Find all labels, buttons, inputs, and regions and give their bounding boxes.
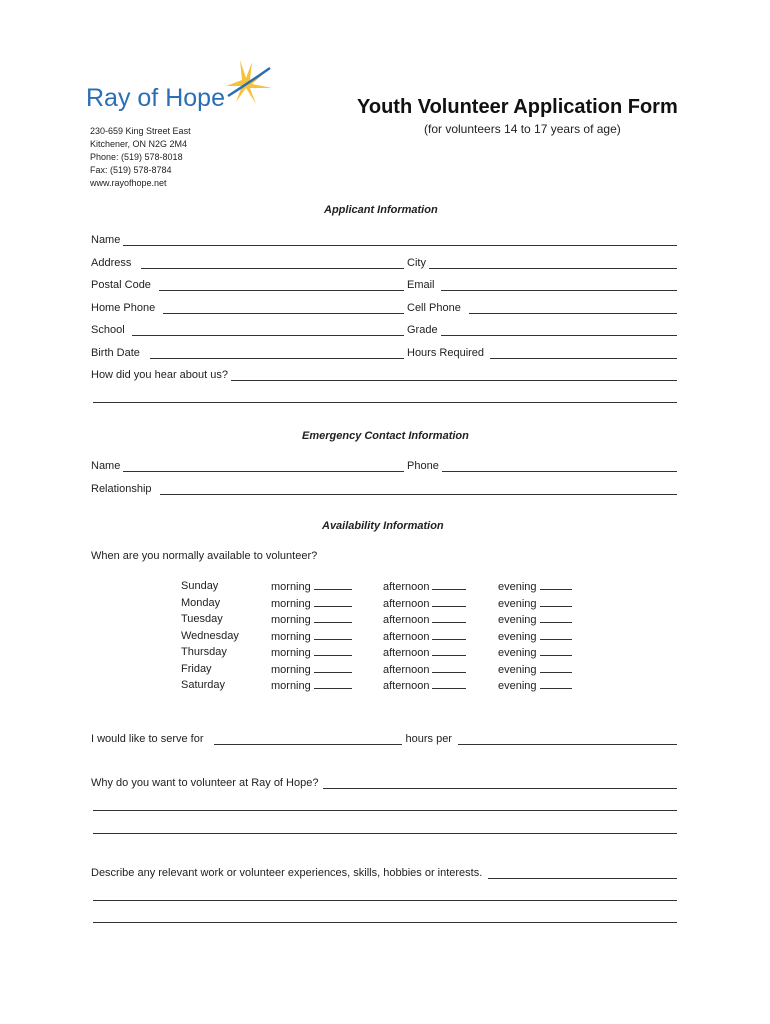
address-field[interactable] (91, 257, 404, 269)
morning-line[interactable] (314, 663, 352, 673)
afternoon-line[interactable] (432, 580, 466, 590)
heard-about-field[interactable] (91, 369, 677, 381)
why-line-2[interactable] (93, 809, 677, 811)
evening-label: evening (498, 614, 537, 626)
describe-line-3[interactable] (93, 921, 677, 923)
afternoon-label: afternoon (383, 614, 430, 626)
applicant-name-line[interactable] (123, 235, 677, 246)
grade-field[interactable] (407, 324, 677, 336)
logo-name-part1: Ray of (86, 84, 166, 112)
relationship-field[interactable] (91, 483, 677, 495)
address-line[interactable] (141, 258, 404, 269)
evening-line[interactable] (540, 663, 572, 673)
address-line: www.rayofhope.net (90, 178, 167, 188)
address-line: Kitchener, ON N2G 2M4 (90, 139, 188, 149)
morning-line[interactable] (314, 630, 352, 640)
afternoon-line[interactable] (432, 663, 466, 673)
morning-slot[interactable] (271, 679, 352, 692)
availability-row (181, 597, 581, 614)
logo-text (86, 84, 225, 113)
afternoon-line[interactable] (432, 597, 466, 607)
why-line[interactable] (323, 778, 677, 789)
morning-label: morning (271, 647, 311, 659)
org-address (90, 125, 191, 190)
evening-line[interactable] (540, 646, 572, 656)
evening-slot[interactable] (498, 646, 572, 659)
availability-row (181, 580, 581, 597)
describe-label: Describe any relevant work or volunteer experiences, skills, hobbies or interests. (91, 867, 483, 879)
grade-line[interactable] (441, 325, 677, 336)
evening-line[interactable] (540, 580, 572, 590)
afternoon-slot[interactable] (383, 646, 466, 659)
morning-line[interactable] (314, 597, 352, 607)
morning-label: morning (271, 663, 311, 676)
home-phone-line[interactable] (163, 303, 404, 314)
birth-date-field[interactable] (91, 347, 404, 359)
hours-per-line[interactable] (458, 734, 677, 745)
email-label: Email (407, 279, 435, 291)
afternoon-line[interactable] (432, 679, 466, 689)
school-label: School (91, 324, 125, 336)
evening-slot[interactable] (498, 580, 572, 593)
evening-slot[interactable] (498, 679, 572, 692)
email-line[interactable] (441, 280, 677, 291)
city-field[interactable] (407, 257, 677, 269)
availability-row (181, 646, 581, 663)
availability-grid (181, 580, 581, 696)
city-label: City (407, 257, 426, 269)
emergency-phone-line[interactable] (442, 461, 677, 472)
address-label: Address (91, 257, 132, 269)
day-label: Thursday (181, 646, 227, 658)
day-label: Friday (181, 662, 212, 675)
why-label: Why do you want to volunteer at Ray of Hope? (91, 777, 319, 789)
evening-label: evening (498, 647, 537, 659)
evening-slot[interactable] (498, 597, 572, 610)
city-line[interactable] (429, 258, 677, 269)
why-field[interactable] (91, 777, 677, 789)
serve-field[interactable] (91, 733, 677, 745)
morning-label: morning (271, 614, 311, 626)
school-line[interactable] (132, 325, 404, 336)
home-phone-field[interactable] (91, 302, 404, 314)
why-line-3[interactable] (93, 832, 677, 834)
day-label: Tuesday (181, 613, 223, 625)
availability-row (181, 613, 581, 630)
morning-label: morning (271, 597, 311, 610)
postal-code-field[interactable] (91, 279, 404, 291)
day-label: Monday (181, 596, 221, 609)
relationship-line[interactable] (160, 484, 677, 495)
afternoon-label: afternoon (383, 663, 430, 676)
afternoon-label: afternoon (383, 597, 430, 610)
availability-row (181, 630, 581, 647)
evening-label: evening (498, 680, 537, 692)
form-subtitle: (for volunteers 14 to 17 years of age) (424, 122, 621, 136)
afternoon-label: afternoon (383, 680, 430, 692)
section-emergency: Emergency Contact Information (302, 430, 469, 442)
morning-slot[interactable] (271, 630, 352, 643)
day-label: Sunday (181, 580, 219, 592)
cell-phone-field[interactable] (407, 302, 677, 314)
evening-slot[interactable] (498, 663, 572, 676)
section-applicant: Applicant Information (324, 204, 438, 216)
evening-label: evening (498, 581, 537, 593)
morning-label: morning (271, 630, 311, 643)
birth-date-line[interactable] (150, 348, 404, 359)
star-logo-icon (222, 56, 274, 108)
cell-phone-line[interactable] (469, 303, 677, 314)
afternoon-slot[interactable] (383, 597, 466, 610)
emergency-name-field[interactable] (91, 460, 404, 472)
heard-about-line[interactable] (231, 370, 677, 381)
afternoon-line[interactable] (432, 630, 466, 640)
heard-about-label: How did you hear about us? (91, 369, 228, 381)
serve-label: I would like to serve for (91, 733, 204, 745)
day-label: Wednesday (181, 629, 239, 642)
evening-label: evening (498, 663, 537, 676)
afternoon-line[interactable] (432, 613, 466, 623)
applicant-name-label: Name (91, 234, 121, 246)
afternoon-slot[interactable] (383, 679, 466, 692)
hours-per-label: hours per (405, 733, 452, 745)
emergency-phone-field[interactable] (407, 460, 677, 472)
hours-required-line[interactable] (490, 348, 677, 359)
cell-phone-label: Cell Phone (407, 302, 461, 314)
evening-line[interactable] (540, 630, 572, 640)
school-field[interactable] (91, 324, 404, 336)
availability-row (181, 679, 581, 696)
emergency-name-label: Name (91, 460, 121, 472)
morning-slot[interactable] (271, 646, 352, 659)
evening-line[interactable] (540, 597, 572, 607)
birth-date-label: Birth Date (91, 347, 140, 359)
day-label: Saturday (181, 679, 226, 691)
emergency-name-line[interactable] (123, 461, 404, 472)
relationship-label: Relationship (91, 483, 152, 495)
morning-label: morning (271, 581, 311, 593)
afternoon-slot[interactable] (383, 663, 466, 676)
evening-slot[interactable] (498, 613, 572, 626)
postal-code-line[interactable] (159, 280, 404, 291)
morning-slot[interactable] (271, 597, 352, 610)
section-availability: Availability Information (322, 520, 444, 532)
address-line: Fax: (519) 578-8784 (90, 165, 172, 175)
heard-about-line-2[interactable] (93, 401, 677, 403)
morning-line[interactable] (314, 679, 352, 689)
serve-hours-line[interactable] (214, 734, 402, 745)
home-phone-label: Home Phone (91, 302, 156, 314)
morning-line[interactable] (314, 613, 352, 623)
email-field[interactable] (407, 279, 677, 291)
logo-name-part2: Hope (165, 84, 225, 112)
morning-line[interactable] (314, 646, 352, 656)
afternoon-line[interactable] (432, 646, 466, 656)
evening-line[interactable] (540, 679, 572, 689)
morning-slot[interactable] (271, 613, 352, 626)
grade-label: Grade (407, 324, 438, 336)
morning-label: morning (271, 680, 311, 692)
morning-line[interactable] (314, 580, 352, 590)
describe-line-2[interactable] (93, 899, 677, 901)
hours-required-label: Hours Required (407, 347, 485, 359)
morning-slot[interactable] (271, 663, 352, 676)
afternoon-label: afternoon (383, 630, 430, 643)
afternoon-slot[interactable] (383, 580, 466, 593)
hours-required-field[interactable] (407, 347, 677, 359)
postal-code-label: Postal Code (91, 279, 151, 291)
morning-slot[interactable] (271, 580, 352, 593)
evening-slot[interactable] (498, 630, 572, 643)
form-title: Youth Volunteer Application Form (357, 96, 678, 118)
availability-question: When are you normally available to volunteer? (91, 550, 318, 562)
emergency-phone-label: Phone (407, 460, 439, 472)
describe-line[interactable] (488, 868, 677, 879)
evening-label: evening (498, 597, 537, 610)
afternoon-label: afternoon (383, 581, 430, 593)
afternoon-slot[interactable] (383, 613, 466, 626)
evening-label: evening (498, 630, 537, 643)
availability-row (181, 663, 581, 680)
applicant-name-field[interactable] (91, 234, 677, 246)
address-line: 230-659 King Street East (90, 126, 191, 136)
afternoon-label: afternoon (383, 647, 430, 659)
evening-line[interactable] (540, 613, 572, 623)
address-line: Phone: (519) 578-8018 (90, 152, 183, 162)
afternoon-slot[interactable] (383, 630, 466, 643)
describe-field[interactable] (91, 867, 677, 879)
